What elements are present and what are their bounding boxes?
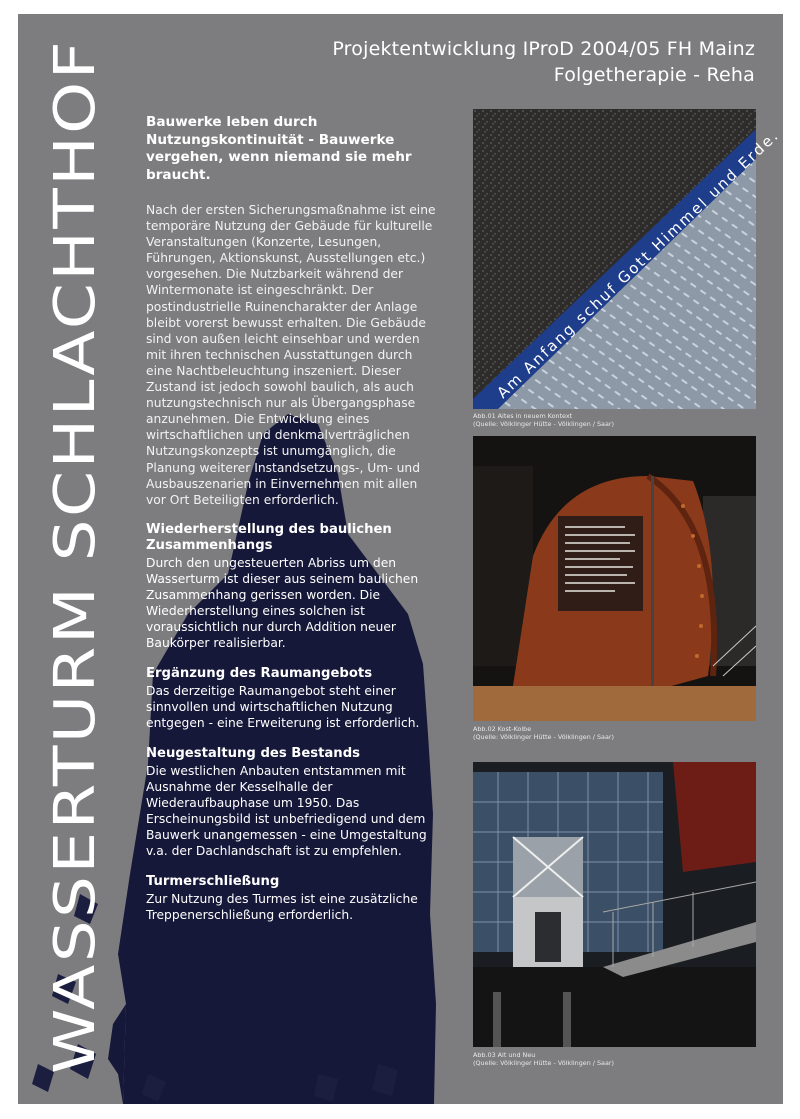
- caption-1-source: (Quelle: Völklinger Hütte - Völklingen / Saar): [473, 420, 614, 428]
- section-heading-2: Ergänzung des Raumangebots: [146, 666, 373, 682]
- poster: [18, 14, 783, 1104]
- photo-caption-3: [473, 1051, 773, 1067]
- vertical-title: [18, 14, 106, 1104]
- page-header: [332, 36, 755, 88]
- section-body-2: Das derzeitige Raumangebot steht einer sinnvollen und wirtschaftlichen Nutzung entgegen - eine Erweiterung ist erforderlich.: [146, 683, 420, 731]
- header-line-2: Folgetherapie - Reha: [553, 64, 755, 86]
- photo-rust-sculpture: [473, 436, 756, 721]
- section-heading-4: Turmerschließung: [146, 874, 280, 890]
- lead-statement: Bauwerke leben durch Nutzungskontinuität - Bauwerke vergehen, wenn niemand sie mehr braucht.: [146, 114, 412, 183]
- photo-caption-2: [473, 725, 773, 741]
- text-column: [146, 114, 436, 938]
- caption-3-title: Abb.03 Alt und Neu: [473, 1051, 536, 1059]
- plate-inscription: Am Anfang schuf Gott Himmel und Erde.: [493, 127, 782, 402]
- photo-caption-1: [473, 412, 773, 428]
- caption-1-title: Abb.01 Altes in neuem Kontext: [473, 412, 573, 420]
- header-line-1: Projektentwicklung IProD 2004/05 FH Mainz: [332, 38, 755, 60]
- section-heading-1: Wiederherstellung des baulichen Zusammenhangs: [146, 521, 392, 554]
- vertical-title-text: WASSERTURM SCHLACHTHOF: [43, 197, 108, 1074]
- intro-paragraph: Nach der ersten Sicherungsmaßnahme ist eine temporäre Nutzung der Gebäude für kulturelle Veranstaltungen (Konzerte, Lesungen, Führungen, Aktionskunst, Ausstellungen etc.) vorgesehen. Die Nutzbarkeit während der Wintermonate ist eingeschränkt. Der postindustrielle Ruinencharakter der Anlage bleibt vorerst bewusst erhalten. Die Gebäude sind von außen leicht einsehbar und werden mit ihren technischen Ausstattungen durch eine Nachtbeleuchtung inszeniert. Dieser Zustand ist jedoch sowohl baulich, als auch nutzungstechnisch nur als Übergangsphase anzunehmen. Die Entwicklung eines wirtschaftlichen und denkmalverträglichen Nutzungskonzepts ist unumgänglich, die Planung weiterer Instandsetzungs-, Um- und Ausbauszenarien in Einvernehmen mit allen vor Ort Beteiligten erforderlich.: [146, 203, 436, 507]
- section-body-3: Die westlichen Anbauten entstammen mit Ausnahme der Kesselhalle der Wiederaufbauphase um 1950. Das Erscheinungsbild ist unbefriedigend und dem Bauwerk unangemessen - eine Umgestaltung v.a. der Dachlandschaft ist zu empfehlen.: [146, 763, 427, 859]
- photo-old-and-new: [473, 762, 756, 1047]
- section-body-1: Durch den ungesteuerten Abriss um den Wasserturm ist dieser aus seinem baulichen Zusammenhang gerissen worden. Die Wiederherstellung eines solchen ist voraussichtlich nur durch Addition neuer Baukörper realisierbar.: [146, 555, 419, 651]
- photo-inscription-plate: [473, 109, 782, 409]
- caption-2-title: Abb.02 Kost-Kolbe: [473, 725, 532, 733]
- section-heading-3: Neugestaltung des Bestands: [146, 746, 360, 762]
- section-body-4: Zur Nutzung des Turmes ist eine zusätzliche Treppenerschließung erforderlich.: [146, 891, 418, 922]
- caption-2-source: (Quelle: Völklinger Hütte - Völklingen / Saar): [473, 733, 614, 741]
- caption-3-source: (Quelle: Völklinger Hütte - Völklingen / Saar): [473, 1059, 614, 1067]
